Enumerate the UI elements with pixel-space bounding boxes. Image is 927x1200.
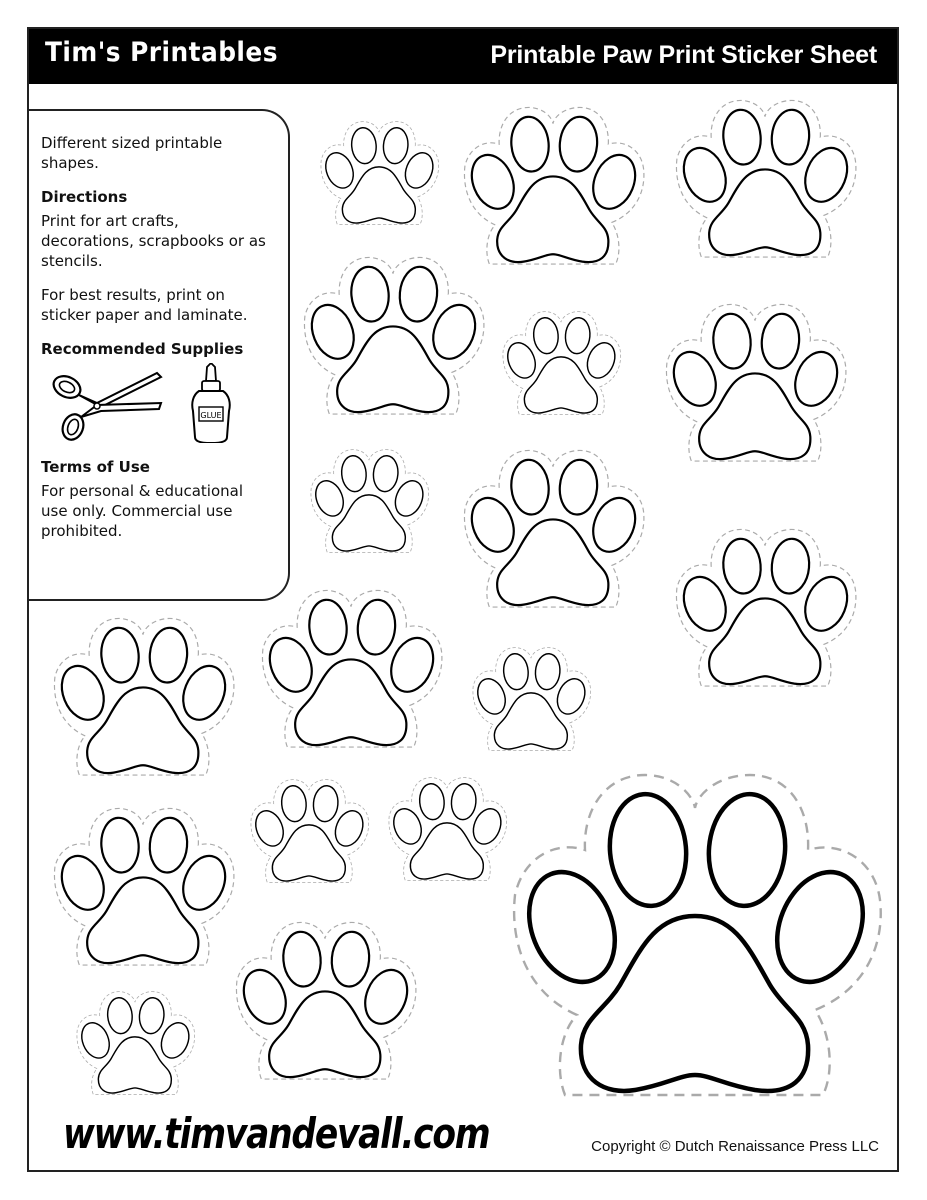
- paw-print-sticker: [50, 806, 236, 968]
- paw-print-icon: [672, 527, 858, 689]
- best-results-text: For best results, print on sticker paper and laminate.: [41, 286, 248, 324]
- supplies-heading: Recommended Supplies: [41, 340, 244, 358]
- paw-print-icon: [505, 770, 885, 1100]
- paw-print-sticker: [500, 310, 622, 416]
- paw-print-icon: [672, 98, 858, 260]
- paw-print-icon: [460, 448, 646, 610]
- paw-print-sticker: [258, 588, 444, 750]
- intro-text: Different sized printable shapes.: [41, 134, 223, 172]
- paw-print-icon: [460, 105, 646, 267]
- paw-print-sticker: [248, 778, 370, 884]
- paw-print-sticker: [318, 120, 440, 226]
- website-url[interactable]: www.timvandevall.com: [63, 1109, 490, 1158]
- terms-text: For personal & educational use only. Commercial use prohibited.: [41, 482, 244, 540]
- paw-print-sticker: [470, 646, 592, 752]
- page-title: Printable Paw Print Sticker Sheet: [490, 41, 877, 69]
- paw-print-icon: [50, 806, 236, 968]
- paw-print-sticker: [672, 98, 858, 260]
- terms-heading: Terms of Use: [41, 458, 150, 476]
- svg-text:GLUE: GLUE: [200, 411, 222, 420]
- paw-print-icon: [308, 448, 430, 554]
- paw-print-icon: [470, 646, 592, 752]
- paw-print-sticker: [308, 448, 430, 554]
- paw-print-icon: [248, 778, 370, 884]
- paw-print-sticker: [672, 527, 858, 689]
- directions-heading: Directions: [41, 188, 128, 206]
- paw-print-icon: [74, 990, 196, 1096]
- directions-text: Print for art crafts, decorations, scrapbooks or as stencils.: [41, 212, 266, 270]
- paw-print-sticker: [505, 770, 885, 1100]
- brand-logo: Tim's Printables: [45, 37, 278, 68]
- copyright-notice: Copyright © Dutch Renaissance Press LLC: [591, 1138, 879, 1155]
- info-panel: [27, 109, 290, 601]
- paw-print-icon: [386, 776, 508, 882]
- paw-print-sticker: [300, 255, 486, 417]
- paw-print-sticker: [460, 448, 646, 610]
- paw-print-icon: [662, 302, 848, 464]
- supplies-illustrations: [41, 363, 274, 443]
- paw-print-icon: [258, 588, 444, 750]
- paw-print-icon: [50, 616, 236, 778]
- paw-print-sticker: [74, 990, 196, 1096]
- paw-print-icon: [500, 310, 622, 416]
- paw-print-sticker: [460, 105, 646, 267]
- paw-print-sticker: [232, 920, 418, 1082]
- paw-print-icon: [300, 255, 486, 417]
- paw-print-sticker: [50, 616, 236, 778]
- paw-print-icon: [318, 120, 440, 226]
- scissors-icon: [49, 369, 169, 441]
- paw-print-sticker: [662, 302, 848, 464]
- paw-print-sticker: [386, 776, 508, 882]
- header-bar: [29, 29, 897, 84]
- paw-print-icon: [232, 920, 418, 1082]
- glue-bottle-icon: [189, 363, 233, 443]
